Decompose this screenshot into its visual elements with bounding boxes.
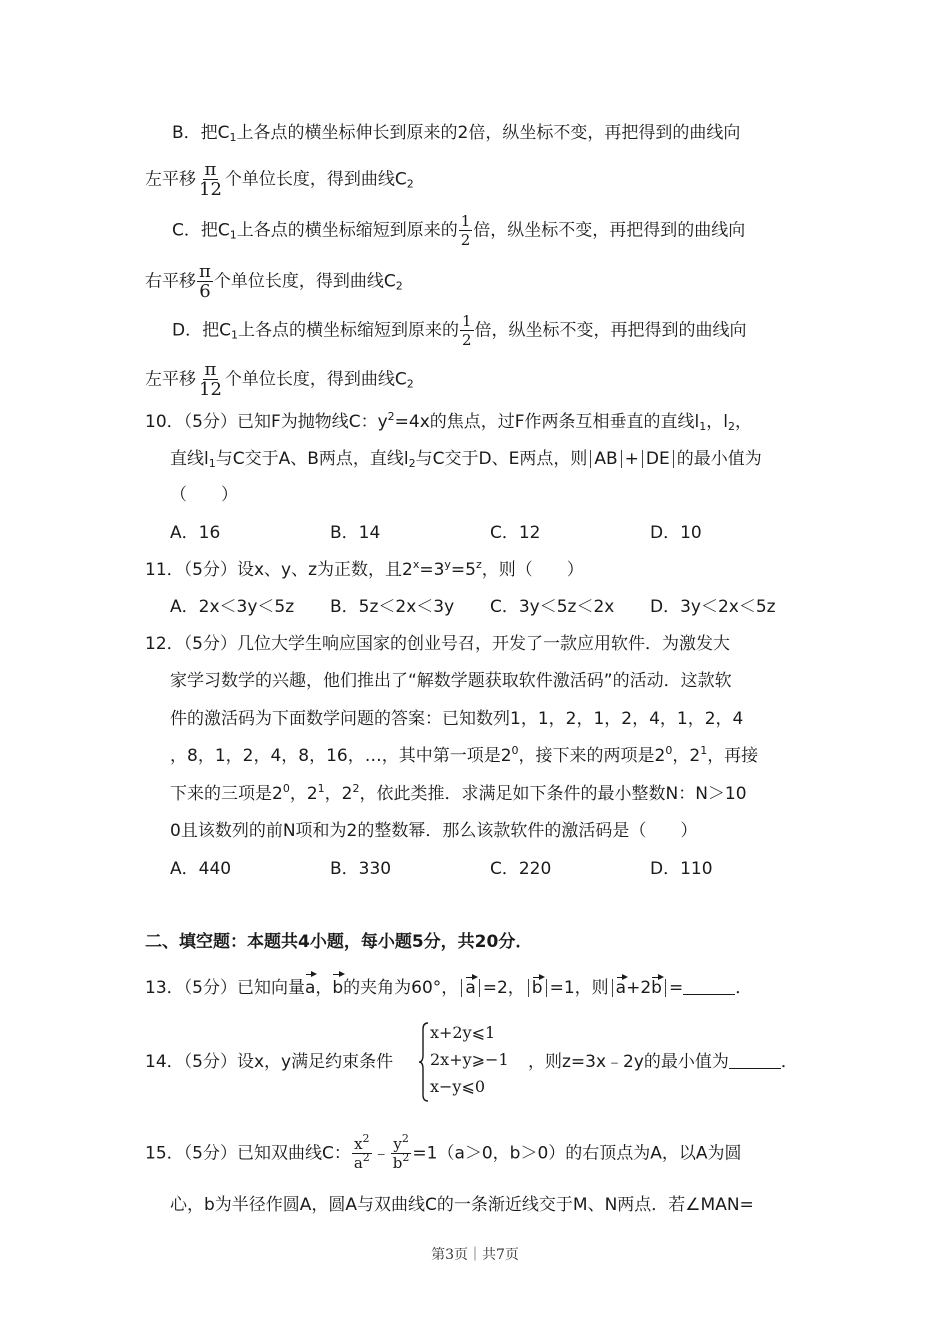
fraction-denominator [352, 1151, 372, 1172]
fraction-x2-a2 [352, 1132, 372, 1172]
text: 11．（5分）设x、y、z为正数，且2 [145, 560, 413, 580]
text: 件的激活码为下面数学问题的答案：已知数列1，1，2，1，2，4，1，2，4 [170, 709, 744, 729]
abs-value: DE [642, 450, 674, 468]
q11-stem [145, 558, 584, 582]
text: =4x的焦点，过F作两条互相垂直的直线l [394, 412, 700, 432]
text: ． [780, 1052, 798, 1072]
text: 左平移 [145, 369, 196, 390]
text: =5 [450, 560, 476, 580]
text: 心，b为半径作圆A，圆A与双曲线C的一条渐近线交于M、N两点．若∠MAN= [170, 1195, 754, 1215]
superscript: 1 [317, 782, 325, 795]
text: =3 [419, 560, 445, 580]
text: ，则z=3x﹣2y的最小值为 [528, 1052, 729, 1072]
text: 13．（5分）已知向量 [145, 978, 305, 998]
q10-line1 [145, 410, 752, 434]
vector-a: a [465, 978, 476, 998]
subscript: 1 [699, 420, 707, 433]
text: 二、填空题：本题共4小题，每小题5分，共20分． [145, 932, 533, 952]
abs-value: AB [590, 450, 621, 468]
q9-option-c-line2 [145, 262, 403, 301]
q14-stem-end [528, 1050, 798, 1074]
text: 的最小值为 [676, 449, 762, 469]
fraction-denominator: 12 [199, 379, 222, 400]
vector-a: a [615, 978, 627, 998]
option-d: D．110 [650, 859, 713, 879]
vector-b: b [531, 978, 543, 998]
fraction-denominator: 2 [461, 331, 472, 349]
text: b [392, 1154, 403, 1172]
q12-options [170, 857, 810, 881]
text: x [354, 1135, 363, 1153]
option-b: B．330 [330, 859, 392, 879]
text: 家学习数学的兴趣，他们推出了“解数学题获取软件激活码”的活动．这款软 [170, 671, 732, 691]
option-b: B．14 [330, 523, 381, 543]
fraction-denominator: 2 [460, 231, 471, 249]
text: 15．（5分）已知双曲线C： [145, 1143, 351, 1164]
text: 上各点的横坐标缩短到原来的 [236, 220, 458, 241]
q15-line2 [170, 1193, 754, 1217]
q10-options [170, 521, 810, 545]
fraction-denominator: 12 [199, 179, 222, 200]
option-d: D．10 [650, 523, 702, 543]
text: +2 [626, 978, 652, 998]
option-c: C．12 [490, 523, 541, 543]
text: y [393, 1135, 402, 1153]
text: 与C交于A、B两点，直线l [215, 449, 409, 469]
fraction-pi-12 [197, 360, 224, 399]
option-c: C．220 [490, 859, 552, 879]
constraint-row-1: x+2y⩽1 [430, 1023, 496, 1042]
text: 个单位长度，得到曲线C [224, 169, 407, 190]
constraint-row-2: 2x+y⩾−1 [430, 1050, 509, 1069]
text: 12．（5分）几位大学生响应国家的创业号召，开发了一款应用软件．为激发大 [145, 634, 730, 654]
vector-b: b [332, 978, 344, 998]
text: = [668, 978, 684, 998]
q15-line1 [145, 1132, 742, 1172]
text: ． [735, 978, 753, 998]
fraction-numerator: 1 [461, 312, 472, 330]
abs-vector-a [461, 979, 479, 997]
text: （ ） [170, 485, 238, 505]
option-c: C．3y＜5z＜2x [490, 597, 615, 617]
text: 10．（5分）已知F为抛物线C：y [145, 412, 388, 432]
fraction-pi-6 [197, 262, 213, 301]
option-d: D．3y＜2x＜5z [650, 597, 776, 617]
superscript: z [475, 558, 482, 571]
page-footer [0, 1244, 950, 1264]
text: ， [735, 412, 753, 432]
page-number: 第3页｜共7页 [431, 1247, 519, 1263]
text: 右平移 [145, 271, 196, 292]
text: =1（a＞0，b＞0）的右顶点为A，以A为圆 [412, 1143, 742, 1164]
text: 个单位长度，得到曲线C [213, 271, 396, 292]
q9-option-c-line1 [172, 212, 745, 249]
q13-stem [145, 976, 752, 1000]
superscript: 2 [362, 1151, 370, 1164]
text: 与C交于D、E两点，则 [415, 449, 588, 469]
text: ，8，1，2，4，8，16，…，其中第一项是2 [170, 746, 512, 766]
text: 上各点的横坐标伸长到原来的2倍，纵坐标不变，再把得到的曲线向 [236, 123, 741, 143]
text: ，接下来的两项是2 [518, 746, 666, 766]
q10-line3 [170, 483, 238, 507]
text: =1，则 [549, 978, 609, 998]
text: 倍，纵坐标不变，再把得到的曲线向 [473, 220, 746, 241]
text: 的夹角为60°， [343, 978, 459, 998]
fraction-pi-12 [197, 160, 224, 199]
q12-line2 [170, 669, 732, 693]
text: C．把C [172, 220, 230, 241]
fraction-numerator: π [204, 159, 217, 180]
q9-option-b-line1 [172, 121, 740, 145]
section-heading [145, 930, 532, 954]
text: 0且该数列的前N项和为2的整数幂．那么该款软件的激活码是（ ） [170, 821, 698, 841]
fraction-numerator: 1 [460, 212, 471, 230]
superscript: 2 [402, 1151, 410, 1164]
option-a: A．440 [170, 859, 232, 879]
fraction-numerator: π [204, 359, 217, 380]
superscript: 0 [282, 782, 290, 795]
text: ，2 [289, 784, 318, 804]
text: 左平移 [145, 169, 196, 190]
text: ，再接 [707, 746, 759, 766]
q12-line1 [145, 632, 730, 656]
subscript: 2 [406, 177, 414, 191]
q12-line3 [170, 707, 743, 731]
fraction-denominator [391, 1151, 412, 1172]
superscript: y [444, 558, 451, 571]
superscript: 2 [401, 1132, 409, 1145]
text: 下来的三项是2 [170, 784, 283, 804]
q12-line6 [170, 819, 697, 843]
text: 倍，纵坐标不变，再把得到的曲线向 [474, 320, 747, 341]
superscript: 2 [352, 782, 360, 795]
text: a [353, 1154, 363, 1172]
fraction-one-half [459, 212, 473, 249]
text: 上各点的横坐标缩短到原来的 [237, 320, 459, 341]
superscript: 2 [362, 1132, 370, 1145]
q9-option-d-line2 [145, 360, 414, 399]
text: ，依此类推．求满足如下条件的最小整数N：N＞10 [359, 784, 747, 804]
vector-b: b [651, 978, 662, 998]
q11-options [170, 595, 810, 619]
superscript: 0 [665, 744, 673, 757]
fraction-numerator: π [199, 261, 211, 282]
subscript: 2 [408, 457, 416, 470]
text: + [624, 449, 639, 469]
option-a: A．2x＜3y＜5z [170, 597, 295, 617]
q9-option-d-line1 [172, 312, 747, 349]
text: ， [315, 978, 333, 998]
text: ，则（ ） [481, 560, 584, 580]
q14-stem-start [145, 1050, 393, 1074]
text: ，2 [324, 784, 353, 804]
q12-line4 [170, 744, 758, 768]
superscript: 2 [387, 410, 395, 423]
vector-a: a [304, 978, 316, 998]
subscript: 2 [395, 279, 403, 293]
text: ﹣ [372, 1143, 390, 1164]
constraint-row-3: x−y⩽0 [430, 1077, 486, 1096]
fraction-y2-b2 [391, 1132, 412, 1172]
q10-line2 [170, 447, 762, 471]
subscript: 1 [230, 328, 238, 342]
superscript: x [412, 558, 420, 571]
option-a: A．16 [170, 523, 221, 543]
fraction-one-half [460, 312, 474, 349]
q9-option-b-line2 [145, 160, 414, 199]
subscript: 2 [728, 420, 736, 433]
subscript: 2 [406, 377, 414, 391]
superscript: 0 [511, 744, 519, 757]
text: =2， [482, 978, 525, 998]
subscript: 1 [229, 228, 237, 242]
fraction-denominator: 6 [199, 281, 211, 302]
abs-vector-sum [612, 979, 666, 997]
superscript: 1 [700, 744, 708, 757]
left-brace-icon [418, 1021, 430, 1103]
text: 个单位长度，得到曲线C [224, 369, 407, 390]
text: 直线l [170, 449, 209, 469]
q12-line5 [170, 782, 747, 806]
option-b: B．5z＜2x＜3y [330, 597, 455, 617]
text: ，l [706, 412, 729, 432]
answer-blank [683, 978, 735, 995]
text: B．把C [172, 123, 230, 143]
subscript: 1 [208, 457, 216, 470]
abs-vector-b [528, 979, 547, 997]
text: ，2 [672, 746, 701, 766]
text: 14．（5分）设x，y满足约束条件 [145, 1052, 394, 1072]
subscript: 1 [229, 131, 237, 144]
text: D．把C [172, 320, 231, 341]
answer-blank [729, 1052, 781, 1069]
